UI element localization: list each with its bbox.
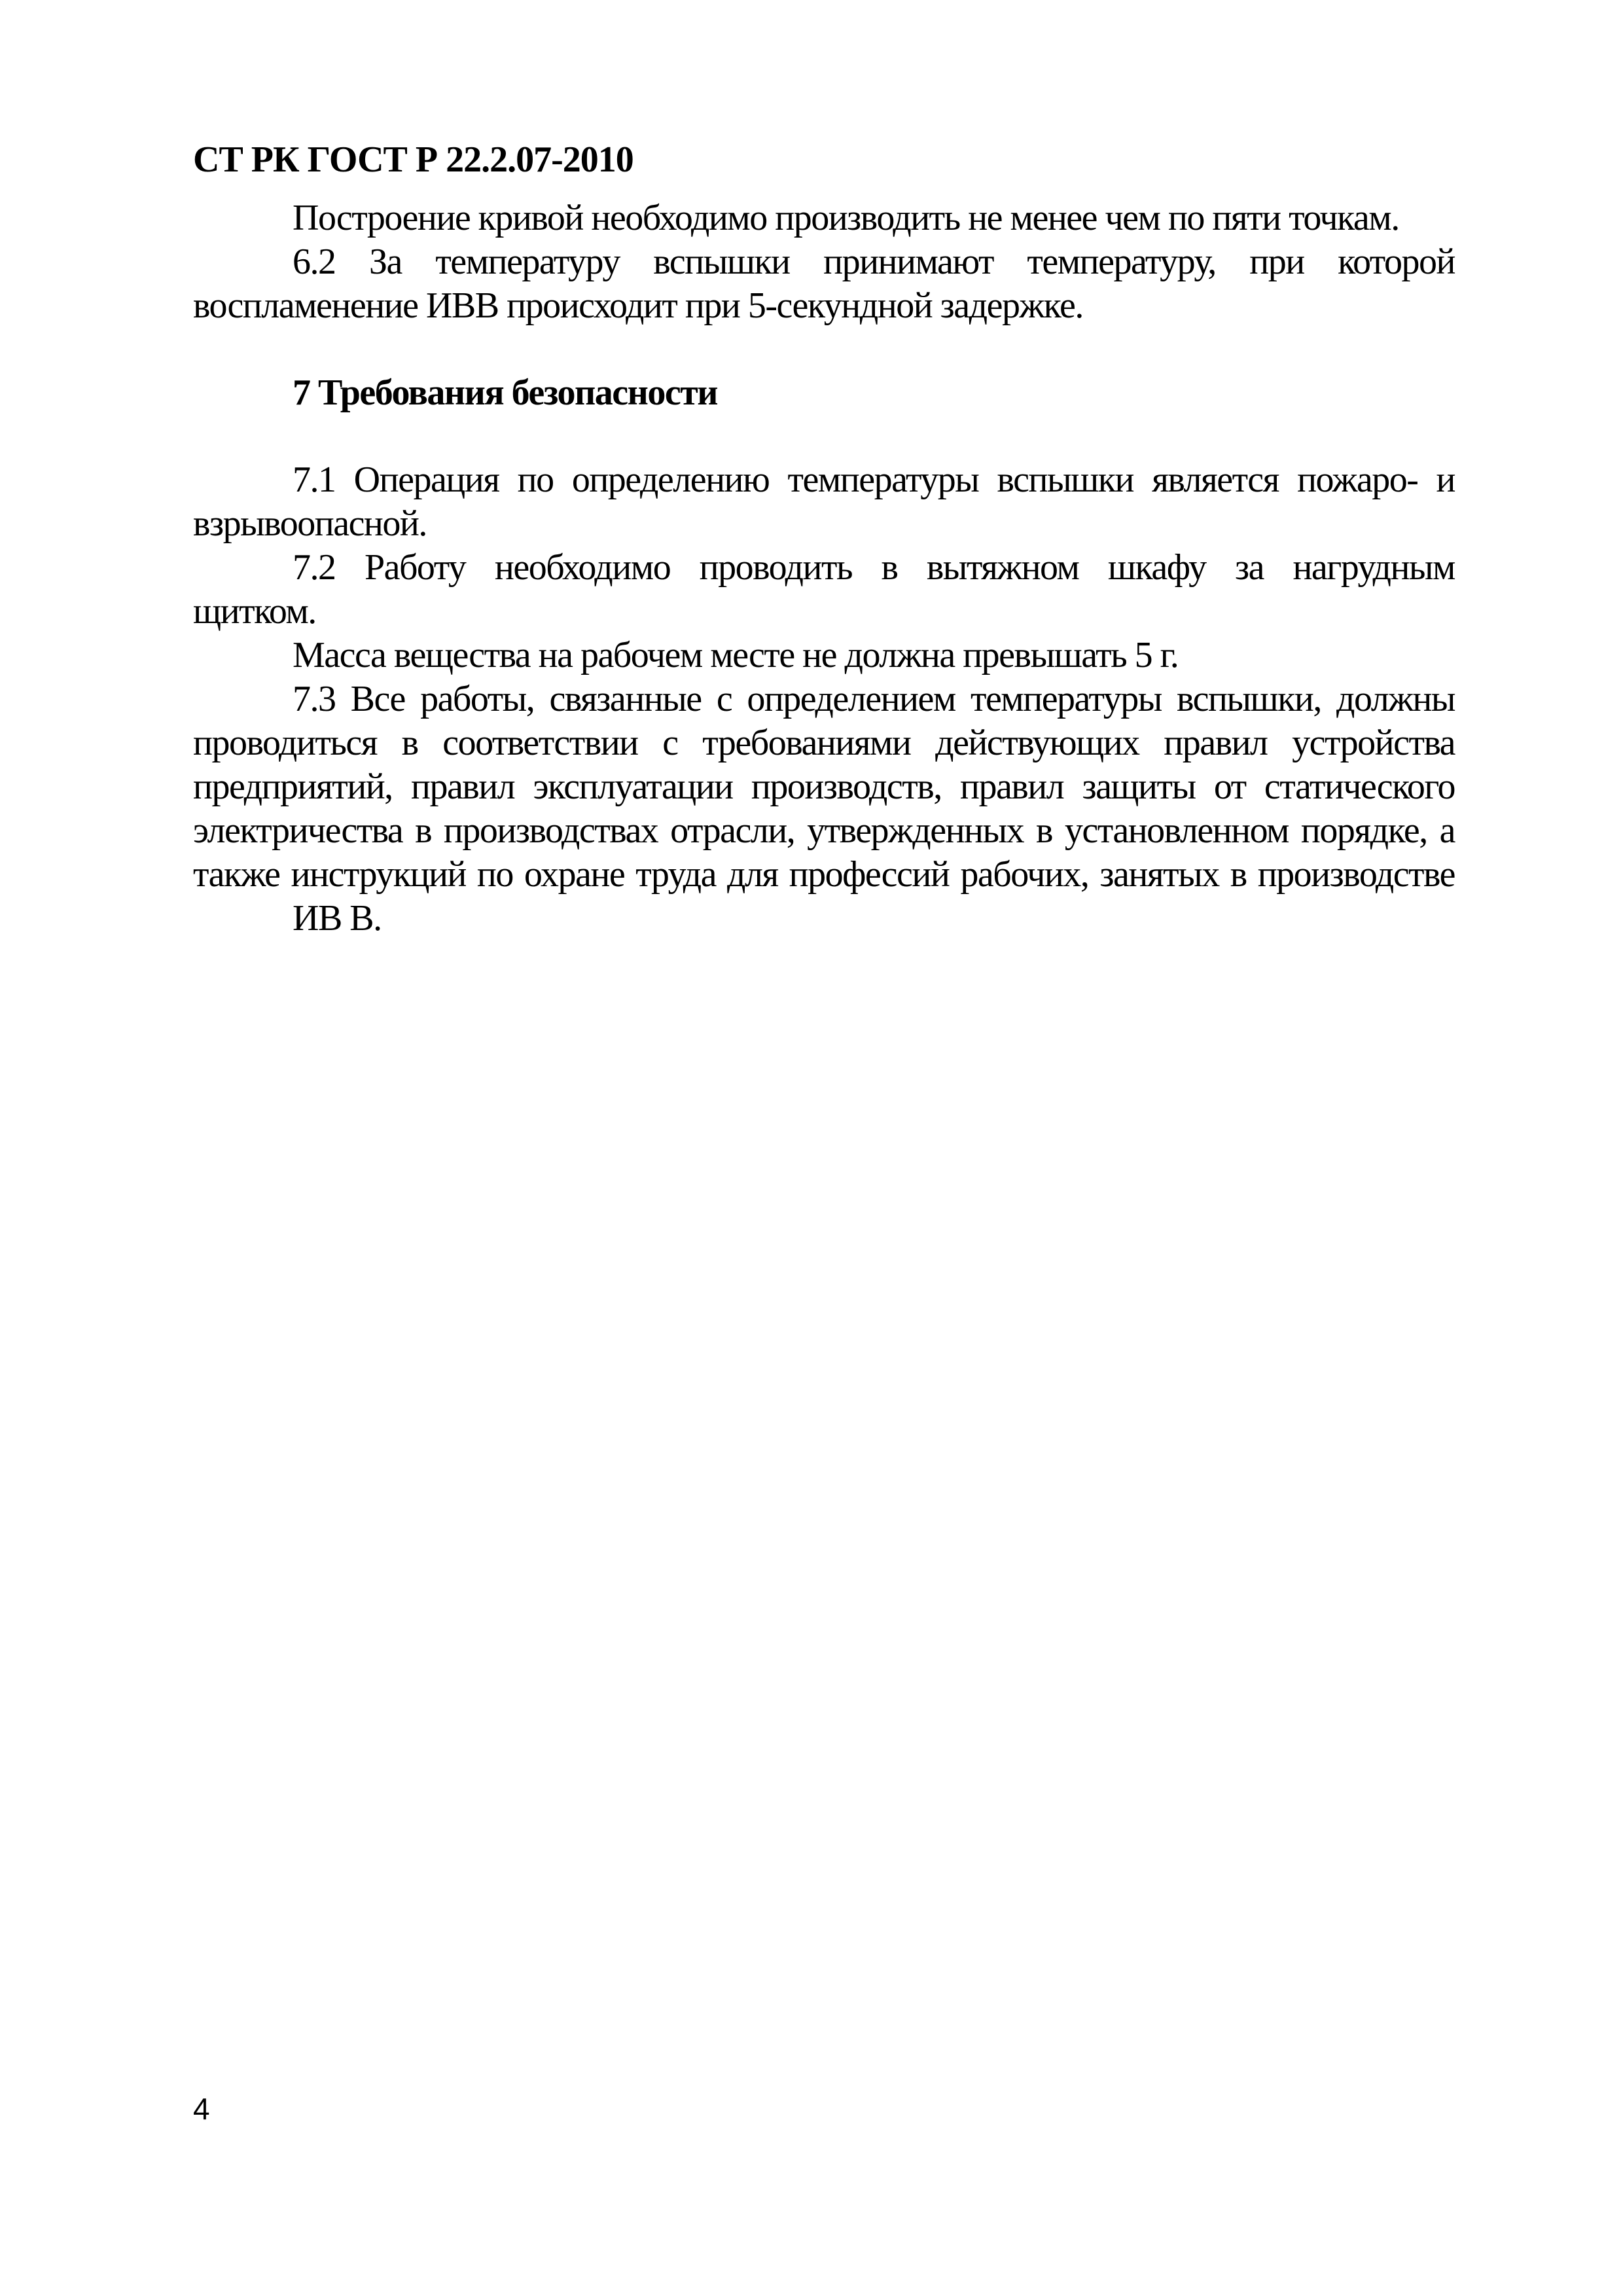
paragraph-line: 6.2 За температуру вспышки принимают температуру, при которой — [293, 242, 1455, 282]
paragraph-line: ИВ В. — [293, 898, 382, 939]
paragraph-line: 7.2 Работу необходимо проводить в вытяжном шкафу за нагрудным — [293, 547, 1455, 588]
document-code-header: СТ РК ГОСТ Р 22.2.07-2010 — [193, 139, 633, 180]
page-number: 4 — [193, 2092, 210, 2126]
paragraph-line: воспламенение ИВВ происходит при 5-секундной задержке. — [193, 285, 1083, 326]
paragraph-line: проводиться в соответствии с требованиями действующих правил устройства — [193, 723, 1455, 763]
paragraph-line: щитком. — [193, 591, 316, 632]
paragraph-line: 7.3 Все работы, связанные с определением температуры вспышки, должны — [293, 679, 1455, 719]
paragraph-line: Масса вещества на рабочем месте не должна превышать 5 г. — [293, 635, 1179, 675]
paragraph-line: также инструкций по охране труда для профессий рабочих, занятых в производстве — [193, 854, 1455, 895]
paragraph-line: взрывоопасной. — [193, 503, 427, 544]
paragraph-line: 7.1 Операция по определению температуры вспышки является пожаро- и — [293, 459, 1455, 500]
paragraph-line: электричества в производствах отрасли, утвержденных в установленном порядке, а — [193, 810, 1455, 851]
paragraph-line: Построение кривой необходимо производить не менее чем по пяти точкам. — [293, 198, 1399, 238]
paragraph-line: предприятий, правил эксплуатации производств, правил защиты от статического — [193, 766, 1455, 807]
section-title: 7 Требования безопасности — [293, 372, 717, 413]
